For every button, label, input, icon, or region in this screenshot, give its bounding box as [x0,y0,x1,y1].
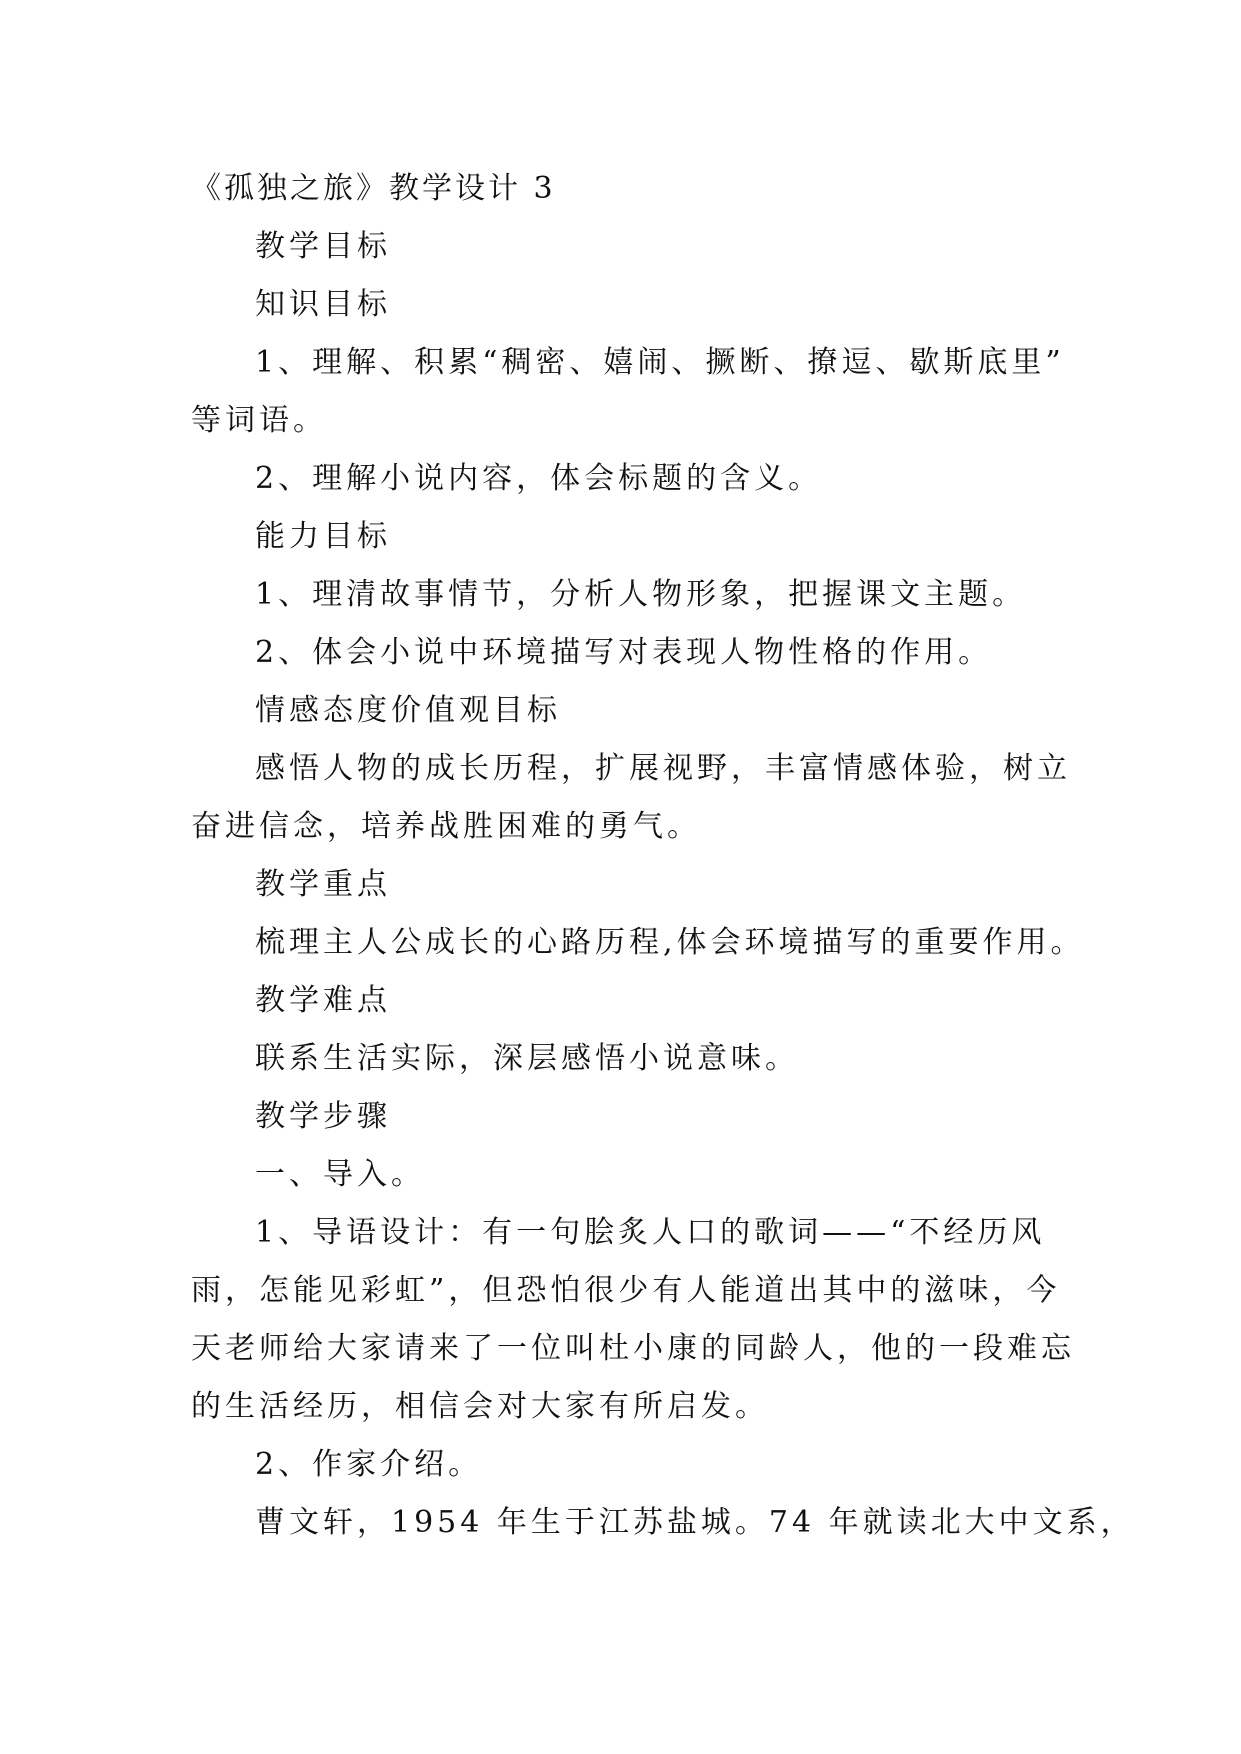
heading-steps: 教学步骤 [255,1099,391,1134]
ability-item-2: 2、体会小说中环境描写对表现人物性格的作用。 [255,635,993,670]
intro-text-line-4: 的生活经历，相信会对大家有所启发。 [191,1389,769,1424]
intro-text-line-3: 天老师给大家请来了一位叫杜小康的同龄人，他的一段难忘 [191,1331,1075,1366]
ability-item-1: 1、理清故事情节，分析人物形象，把握课文主题。 [255,577,1027,612]
intro-text-line-2: 雨，怎能见彩虹”，但恐怕很少有人能道出其中的滋味，今 [191,1273,1061,1308]
document-page [191,160,1135,1552]
heading-knowledge-goals: 知识目标 [255,287,391,322]
author-bio-text: 曹文轩，1954 年生于江苏盐城。74 年就读北大中文系， [255,1505,1135,1540]
heading-key-points: 教学重点 [255,867,391,902]
heading-teaching-goals: 教学目标 [255,229,391,264]
emotion-text-line-2: 奋进信念，培养战胜困难的勇气。 [191,809,701,844]
key-points-text: 梳理主人公成长的心路历程,体会环境描写的重要作用。 [255,925,1085,960]
knowledge-item-2: 2、理解小说内容，体会标题的含义。 [255,461,823,496]
heading-intro: 一、导入。 [255,1157,425,1192]
heading-ability-goals: 能力目标 [255,519,391,554]
intro-text-line-1: 1、导语设计：有一句脍炙人口的歌词——“不经历风 [255,1215,1046,1250]
difficult-points-text: 联系生活实际，深层感悟小说意味。 [255,1041,799,1076]
knowledge-item-1-line-1: 1、理解、积累“稠密、嬉闹、撅断、撩逗、歇斯底里” [255,345,1065,380]
document-title: 《孤独之旅》教学设计 3 [191,171,556,206]
emotion-text-line-1: 感悟人物的成长历程，扩展视野，丰富情感体验，树立 [255,751,1071,786]
author-intro-heading: 2、作家介绍。 [255,1447,483,1482]
heading-difficult-points: 教学难点 [255,983,391,1018]
knowledge-item-1-line-2: 等词语。 [191,403,327,438]
heading-emotion-goals: 情感态度价值观目标 [255,693,561,728]
